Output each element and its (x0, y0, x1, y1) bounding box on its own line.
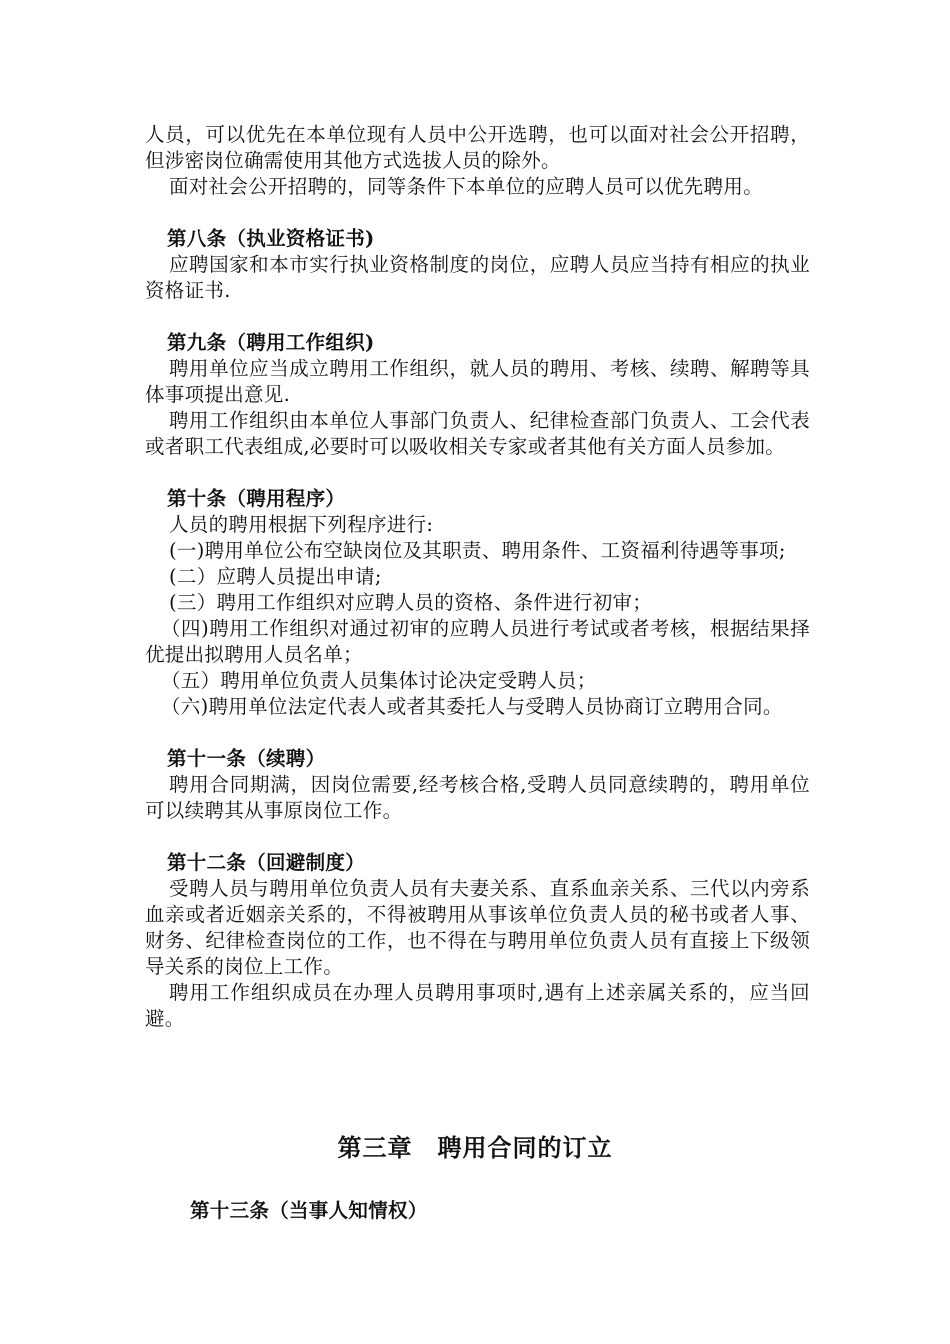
intro-paragraph-2: 面对社会公开招聘的，同等条件下本单位的应聘人员可以优先聘用。 (169, 175, 764, 198)
body-text (145, 122, 810, 1032)
article-8-paragraph-1: 应聘国家和本市实行执业资格制度的岗位，应聘人员应当持有相应的执业资格证书. (145, 253, 810, 302)
article-9-heading: 第九条（聘用工作组织) (167, 331, 375, 354)
article-10-step-3: (三）聘用工作组织对应聘人员的资格、条件进行初审； (169, 591, 653, 614)
article-11-heading: 第十一条（续聘） (167, 747, 326, 770)
article-10-heading: 第十条（聘用程序） (167, 487, 346, 510)
article-10-step-6: （六)聘用单位法定代表人或者其委托人与受聘人员协商订立聘用合同。 (161, 695, 783, 718)
spacer (145, 824, 810, 850)
spacer (145, 460, 810, 486)
article-10-intro: 人员的聘用根据下列程序进行: (169, 513, 434, 536)
spacer (145, 304, 810, 330)
article-13-heading: 第十三条（当事人知情权） (190, 1199, 428, 1222)
article-10-step-2: (二）应聘人员提出申请; (169, 565, 382, 588)
article-10-step-4: （四)聘用工作组织对通过初审的应聘人员进行考试或者考核，根据结果择优提出拟聘用人员名单； (145, 617, 810, 666)
article-10-step-1: (一)聘用单位公布空缺岗位及其职责、聘用条件、工资福利待遇等事项; (169, 539, 786, 562)
chapter-3-title: 第三章 聘用合同的订立 (337, 1133, 613, 1162)
article-10-step-5: （五）聘用单位负责人员集体讨论决定受聘人员； (161, 669, 597, 692)
article-11-paragraph-1: 聘用合同期满，因岗位需要,经考核合格,受聘人员同意续聘的，聘用单位可以续聘其从事原岗位工作。 (145, 773, 810, 822)
article-12-paragraph-2: 聘用工作组织成员在办理人员聘用事项时,遇有上述亲属关系的，应当回避。 (145, 981, 810, 1030)
spacer (145, 720, 810, 746)
article-8-heading: 第八条（执业资格证书) (167, 227, 375, 250)
article-9-paragraph-2: 聘用工作组织由本单位人事部门负责人、纪律检查部门负责人、工会代表或者职工代表组成,必要时可以吸收相关专家或者其他有关方面人员参加。 (145, 409, 810, 458)
article-12-paragraph-1: 受聘人员与聘用单位负责人员有夫妻关系、直系血亲关系、三代以内旁系血亲或者近姻亲关系的，不得被聘用从事该单位负责人员的秘书或者人事、财务、纪律检查岗位的工作，也不得在与聘用单位负责人员有直接上下级领导关系的岗位上工作。 (145, 877, 810, 978)
spacer (145, 200, 810, 226)
intro-paragraph-1: 人员，可以优先在本单位现有人员中公开选聘，也可以面对社会公开招聘，但涉密岗位确需使用其他方式选拔人员的除外。 (145, 123, 810, 172)
article-9-paragraph-1: 聘用单位应当成立聘用工作组织，就人员的聘用、考核、续聘、解聘等具体事项提出意见. (145, 357, 810, 406)
article-12-heading: 第十二条（回避制度） (167, 851, 366, 874)
